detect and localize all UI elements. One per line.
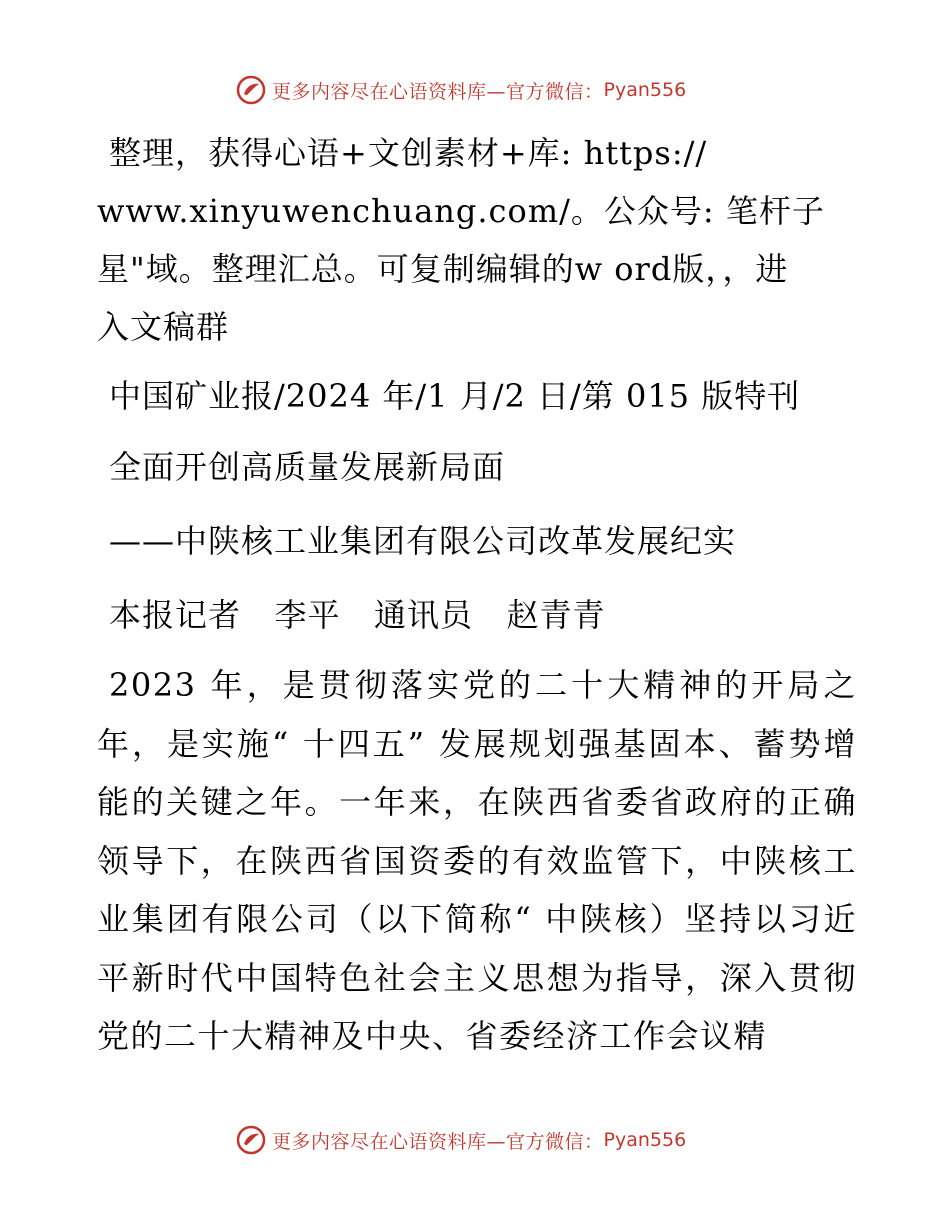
library-logo-icon bbox=[236, 75, 266, 105]
footer-watermark bbox=[236, 1123, 686, 1157]
watermark-wechat-id: Pyan556 bbox=[603, 1129, 687, 1151]
watermark-text: 更多内容尽在心语资料库—官方微信： bbox=[272, 1130, 604, 1153]
byline: 本报记者 李平 通讯员 赵青青 bbox=[109, 596, 606, 634]
document-content bbox=[97, 124, 857, 1066]
article-subtitle: ——中陕核工业集团有限公司改革发展纪实 bbox=[109, 522, 737, 560]
library-logo-icon bbox=[236, 1125, 266, 1155]
article-title: 全面开创高质量发展新局面 bbox=[109, 448, 506, 486]
source-line: 中国矿业报/2024 年/1 月/2 日/第 015 版特刊 bbox=[109, 377, 801, 415]
watermark-wechat-id: Pyan556 bbox=[603, 79, 687, 101]
header-watermark bbox=[236, 73, 686, 107]
body-paragraph: 2023 年，是贯彻落实党的二十大精神的开局之年，是实施“ 十四五” 发展规划强基固本、蓄势增能的关键之年。一年来，在陕西省委省政府的正确领导下，在陕西省国资委的有效监管下，中陕核工业集团有限公司（以下简称“ 中陕核）坚持以习近平新时代中国特色社会主义思想为指导，深入贯彻党的二十大精神及中央、省委经济工作会议精 bbox=[97, 666, 857, 1055]
watermark-text: 更多内容尽在心语资料库—官方微信： bbox=[272, 80, 604, 103]
intro-paragraph: 整理，获得心语+文创素材+库: https:// www.xinyuwenchuang.com/。公众号: 笔杆子 星"域。整理汇总。可复制编辑的w ord版，，进 入文稿群 bbox=[97, 134, 825, 346]
